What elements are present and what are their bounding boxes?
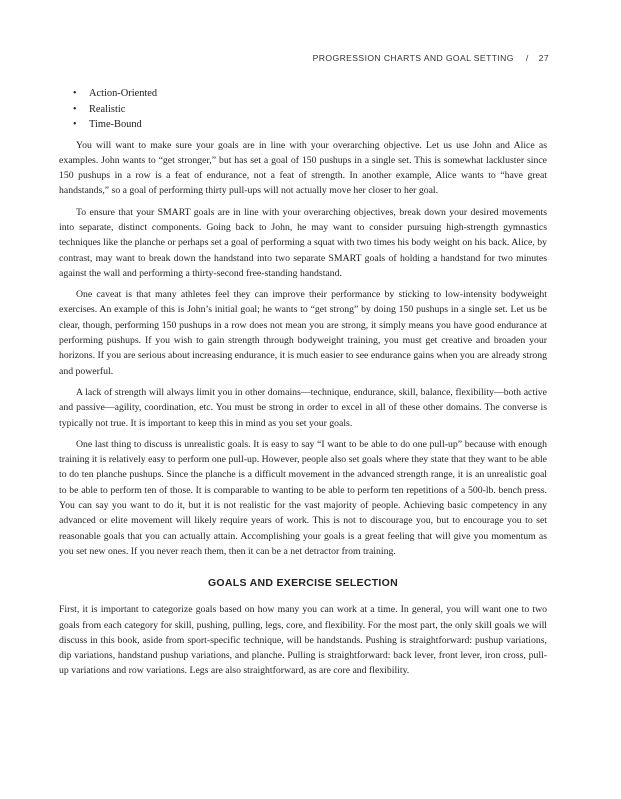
running-header [313,53,549,63]
paragraph: You will want to make sure your goals are in line with your overarching objective. Let us use John and Alice as examples. John wants to “get stronger,” but has set a goal of 150 pushups in a single set. This is somewhat lackluster since 150 pushups in a row is a feat of endurance, not a feat of strength. In another example, Alice wants to “have great handstands,” so a goal of performing thirty pull-ups will not actually move her closer to her goal. [59,139,547,197]
list-item: • Time-Bound [73,117,547,133]
bullet-icon: • [73,119,77,130]
header-separator: / [525,53,529,63]
bullet-icon: • [73,103,77,115]
paragraph: To ensure that your SMART goals are in line with your overarching objectives, break down your desired movements into separate, distinct components. Going back to John, he may want to consider pursuing high-strength gymnastics techniques like the planche or perhaps set a goal of performing a squat with two times his body weight on his back. Alice, by contrast, may want to break down the handstand into two separate SMART goals of holding a handstand for two minutes against the wall and performing a thirty-second free-standing handstand. [59,206,547,279]
paragraph: One caveat is that many athletes feel they can improve their performance by sticking to low-intensity bodyweight exercises. An example of this is John’s initial goal; he wants to “get strong” by doing 150 pushups in a single set. Let us be clear, though, performing 150 pushups in a row does not mean you are strong, it simply means you have good endurance at performing pushups. If you wish to gain strength through bodyweight training, you must get creative and broaden your horizons. If you are serious about increasing endurance, it is much easier to see endurance gains when you are already strong and powerful. [59,289,547,377]
section-heading: GOALS AND EXERCISE SELECTION [207,577,399,590]
list-item: • Action-Oriented [73,86,547,102]
body-text [59,86,547,685]
page-number: 27 [538,53,549,63]
paragraph: A lack of strength will always limit you in other domains—technique, endurance, skill, balance, flexibility—both active and passive—agility, coordination, etc. You must be strong in order to excel in all of these other domains. The converse is typically not true. It is important to keep this in mind as you set your goals. [59,386,547,429]
bullet-icon: • [73,88,77,99]
running-title: PROGRESSION CHARTS AND GOAL SETTING [312,53,514,63]
paragraph: One last thing to discuss is unrealistic goals. It is easy to say “I want to be able to do one pull-up” because with enough training it is relatively easy to perform one pull-up. However, people also set goals where they state that they want to be able to do ten planche pushups. Since the planche is a difficult movement in the advanced strength range, it is an unrealistic goal to be able to perform ten of those. It is comparable to wanting to be able to perform ten repetitions of a 500-lb. bench press. You can say you want to do it, but it is not realistic for the vast majority of people. Achieving basic competency in any advanced or elite movement will likely require years of work. This is not to discourage you, but to encourage you to set reasonable goals that you can actually attain. Accomplishing your goals is a great feeling that will give you momentum as you set new ones. If you never reach them, then it can be a net detractor from training. [59,438,547,557]
list-item: • Realistic [73,102,547,118]
smart-bullet-list [59,86,547,133]
paragraph: First, it is important to categorize goals based on how many you can work at a time. In general, you will want one to two goals from each category for skill, pushing, pulling, legs, core, and flexibility. For the most part, the only skill goals we will discuss in this book, aside from sport-specific technique, will be handstands. Pushing is straightforward: pushup variations, dip variations, handstand pushup variations, and planche. Pulling is straightforward: back lever, front lever, iron cross, pull-up variations and row variations. Legs are also straightforward, as are core and flexibility. [59,604,547,677]
